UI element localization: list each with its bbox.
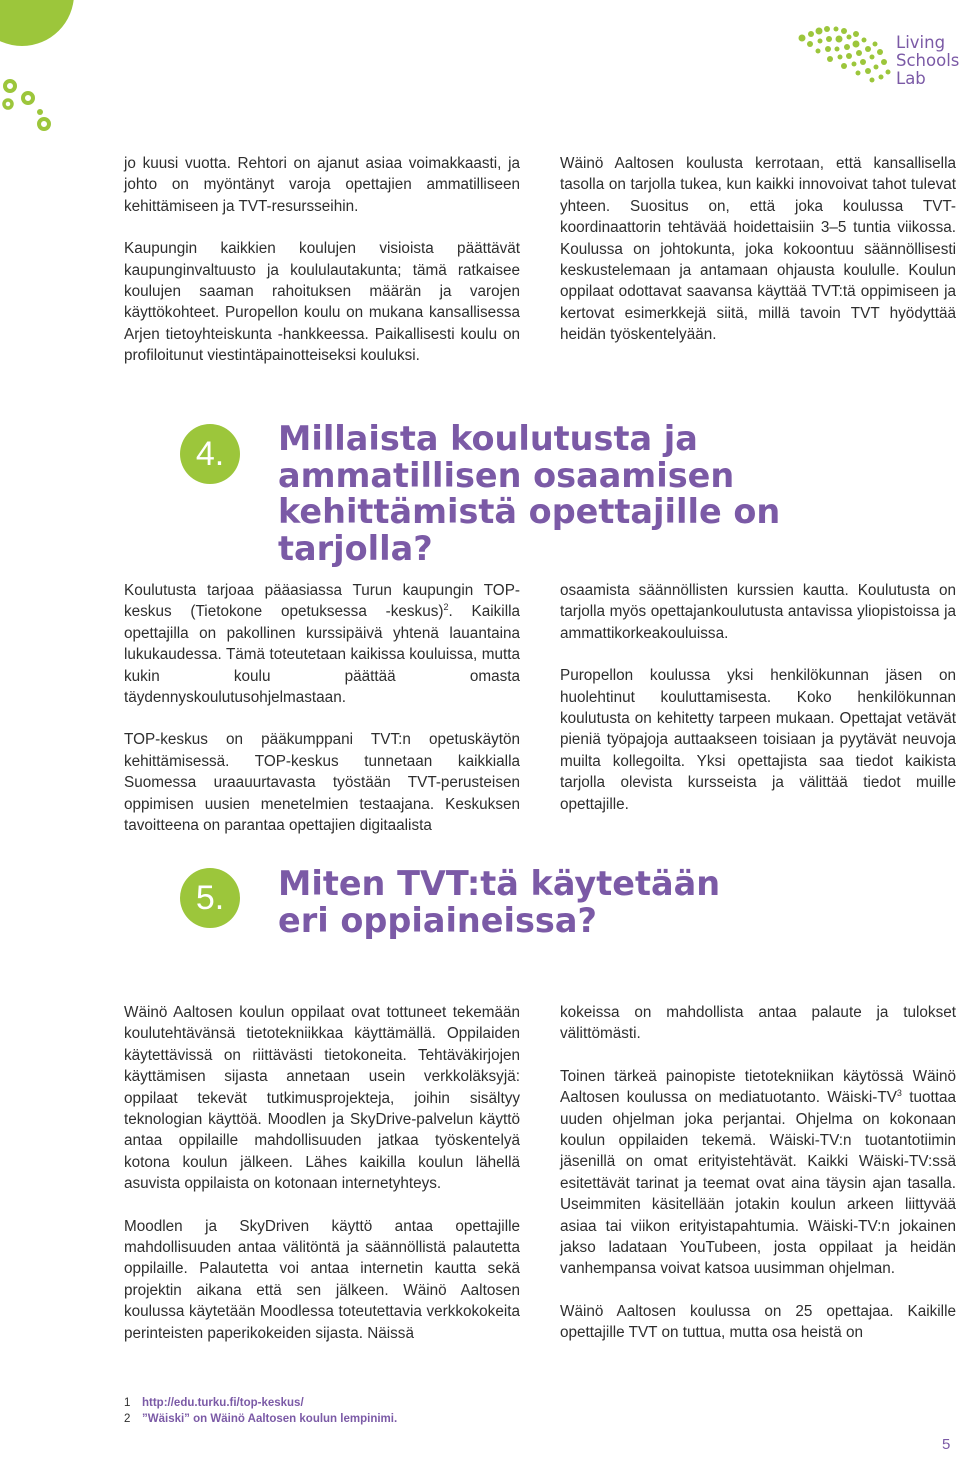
footnote (124, 1411, 397, 1427)
text-run: Koulutusta tarjoaa pääasiassa Turun kaupungin TOP-keskus (Tietokone opetuksessa -keskus) (124, 582, 520, 621)
footnote-number: 1 (124, 1397, 131, 1409)
paragraph: Kaupungin kaikkien koulujen visioista päättävät kaupunginvaltuusto ja koululautakunta; tämä ratkaisee koulujen saaman rahoituksen määrän ja varojen käyttökohteet. Puropellon koulu on mukana kansallisessa Arjen tietoyhteiskunta -hankkeessa. Paikallisesti koulu on profiloitunut viestintäpainotteiseksi kouluksi. (124, 240, 520, 365)
logo-text (896, 34, 959, 88)
section-number-badge: 4. (180, 424, 240, 484)
paragraph: Puropellon koulussa yksi henkilökunnan jäsen on huolehtinut kouluttamisesta. Koko henkilökunnan koulutusta on kehitetty tarpeen mukaan. Opettajat vetävät pieniä työpajoja auttaakseen toisiaan ja pyytävät neuvoja muilta kollegoilta. Yksi opettajista saa tiedot kaikista tarjolla olevista kursseista ja välittää tiedot muille opettajille. (560, 667, 956, 813)
corner-decoration-icon (0, 0, 80, 140)
footnote-text: ”Wäiski” on Wäinö Aaltosen koulun lempinimi. (142, 1413, 398, 1425)
paragraph: Wäinö Aaltosen koulun oppilaat ovat tottuneet tekemään koulutehtävänsä tietotekniikkaa käyttämällä. Oppilaiden käytettävissä on riittävästi tietokoneita. Tehtäväkirjojen käyttämisen sijasta annetaan usein verkkoläksyjä: oppilaat tekevät tutkimusprojekteja, joihin sisältyy teknologian käyttöä. Moodlen ja SkyDrive-palvelun käyttö antaa oppilaille mahdollisuuden jatkaa työskentelyä kotona koulun jälkeen. Lähes kaikilla koulun lähellä asuvista oppilaista on kotonaan internetyhteys. (124, 1004, 520, 1193)
footnote-ref: 2 (443, 602, 449, 613)
page-number: 5 (942, 1436, 951, 1453)
footnote (124, 1395, 397, 1411)
paragraph (560, 1066, 956, 1280)
logo-line-3: Lab (896, 69, 926, 88)
top-left-column (124, 153, 520, 367)
text-run: . Kaikilla opettajilla on pakollinen kurssipäivä yhtenä lauantaina lukukaudessa. Tämä toteutetaan kaikissa kouluissa, mutta kukin koulu päättää omasta täydennyskoulutusohjelmastaan. (124, 603, 520, 707)
footnotes (124, 1395, 397, 1427)
paragraph: Wäinö Aaltosen koulusta kerrotaan, että kansallisella tasolla on tarjolla tukea, kun kaikki innovoivat tahot tulevat yhteen. Suositus on, että joka koulussa TVT-koordinaattorin tehtävää hoidettaisiin 3–5 tuntia viikossa. Koulussa on johtokunta, joka kokoontuu säännöllisesti keskustelemaan ja antamaan ohjausta koululle. Koulun oppilaat odottavat saavansa käyttää TVT:tä oppimiseen ja kertovat esimerkkejä siitä, millä tavoin TVT hyödyttää heidän työskentelyään. (560, 155, 956, 344)
paragraph: jo kuusi vuotta. Rehtori on ajanut asiaa voimakkaasti, ja johto on myöntänyt varoja opettajien ammatilliseen kehittämiseen ja TVT-resursseihin. (124, 155, 520, 215)
paragraph: kokeissa on mahdollista antaa palaute ja tulokset välittömästi. (560, 1004, 956, 1043)
logo-line-1: Living (896, 33, 946, 52)
section-number-badge: 5. (180, 868, 240, 928)
paragraph: TOP-keskus on pääkumppani TVT:n opetuskäytön kehittämisessä. TOP-keskus tunnetaan kaikkialla Suomessa uraauurtavasta työstään TVT-perusteisen oppimisen uusien menetelmien testaajana. Keskuksen tavoitteena on parantaa opettajien digitaalista (124, 731, 520, 835)
section5-left-column (124, 1002, 520, 1344)
paragraph: Moodlen ja SkyDriven käyttö antaa opettajille mahdollisuuden antaa välitöntä ja säännöllistä palautetta oppilaille. Palautetta voi antaa internetin kautta sekä projektin aikana että sen jälkeen. Wäinö Aaltosen koulussa käytetään Moodlessa toteutettavia verkkokokeita perinteisten paperikokeiden sijasta. Näissä (124, 1217, 520, 1342)
section-heading: Millaista koulutusta ja ammatillisen osaamisen kehittämistä opettajille on tarjolla? (278, 419, 781, 568)
top-right-column (560, 153, 956, 346)
section4-left-column (124, 580, 520, 836)
text-run: tuottaa uuden ohjelman joka perjantai. Ohjelma on kokonaan koulun oppilaiden tekemä. Wäiski-TV:n tuotantotiimin jäsenillä on omat erityistehtävät. Kaikki Wäiski-TV:ssä esitettävät tarinat ja teemat ovat aina täysin ajan tasalla. Useimmiten käsitellään jotakin koulun arkeen liittyvää asiaa tai viikon erityistapahtumia. Wäiski-TV:n jokainen jakso ladataan YouTubeen, josta oppilaat ja heidän vanhempansa voivat katsoa uusimman ohjelman. (560, 1089, 956, 1278)
logo-line-2: Schools (896, 51, 960, 70)
section-heading: Miten TVT:tä käytetään eri oppiaineissa? (278, 864, 721, 940)
text-run: Toinen tärkeä painopiste tietotekniikan käytössä Wäinö Aaltosen koulussa on mediatuotanto. Wäiski-TV (560, 1067, 956, 1107)
section5-right-column (560, 1002, 956, 1344)
section4-right-column (560, 580, 956, 815)
paragraph: osaamista säännöllisten kurssien kautta. Koulutusta on tarjolla myös opettajankoulutusta antavissa yliopistoissa ja ammattikorkeakouluissa. (560, 582, 956, 642)
paragraph (124, 580, 520, 708)
paragraph: Wäinö Aaltosen koulussa on 25 opettajaa. Kaikille opettajille TVT on tuttua, mutta osa heistä on (560, 1302, 956, 1342)
footnote-number: 2 (124, 1413, 131, 1425)
footnote-ref: 3 (896, 1088, 902, 1099)
footnote-link[interactable]: http://edu.turku.fi/top-keskus/ (142, 1397, 304, 1409)
